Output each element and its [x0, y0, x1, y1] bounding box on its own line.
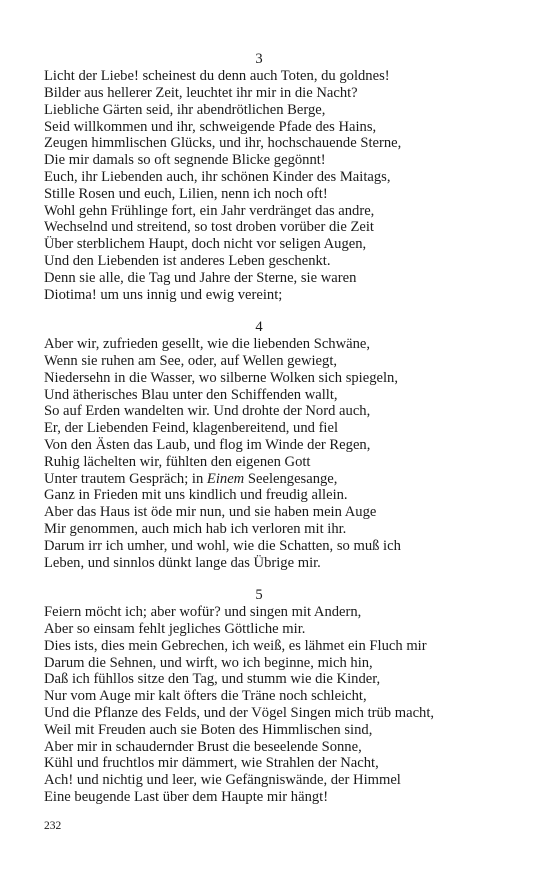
- verse-line: Feiern möcht ich; aber wofür? und singen mit Andern,: [44, 604, 362, 621]
- verse-line: Dies ists, dies mein Gebrechen, ich weiß, es lähmet ein Fluch mir: [44, 637, 427, 654]
- verse-line: Weil mit Freuden auch sie Boten des Himmlischen sind,: [44, 721, 373, 738]
- italic-word: Einem: [206, 470, 245, 487]
- verse-line: Und den Liebenden ist anderes Leben geschenkt.: [44, 253, 331, 270]
- verse-line: Die mir damals so oft segnende Blicke gegönnt!: [44, 152, 326, 169]
- stanza-number: 5: [255, 587, 263, 603]
- stanza-5: [44, 587, 514, 806]
- verse-line: Zeugen himmlischen Glücks, und ihr, hochschauende Sterne,: [44, 135, 402, 152]
- verse-line-mixed: [44, 471, 514, 488]
- verse-line: Niedersehn in die Wasser, wo silberne Wolken sich spiegeln,: [44, 369, 398, 386]
- verse-line: So auf Erden wandelten wir. Und drohte der Nord auch,: [44, 403, 371, 420]
- verse-line: Aber das Haus ist öde mir nun, und sie haben mein Auge: [44, 504, 377, 521]
- verse-line: Denn sie alle, die Tag und Jahre der Sterne, sie waren: [44, 269, 357, 286]
- verse-line: Darum die Sehnen, und wirft, wo ich beginne, mich hin,: [44, 654, 373, 671]
- stanza-number: 3: [255, 51, 263, 67]
- verse-line: Leben, und sinnlos dünkt lange das Übrige mir.: [44, 554, 321, 571]
- verse-line: Licht der Liebe! scheinest du denn auch Toten, du goldnes!: [44, 68, 390, 85]
- page-number: 232: [44, 820, 62, 832]
- verse-line: Aber so einsam fehlt jegliches Göttliche mir.: [44, 621, 306, 638]
- verse-line: Seid willkommen und ihr, schweigende Pfade des Hains,: [44, 118, 377, 135]
- verse-line: Über sterblichem Haupt, doch nicht vor seligen Augen,: [44, 236, 367, 253]
- verse-line: Liebliche Gärten seid, ihr abendrötlichen Berge,: [44, 101, 326, 118]
- stanza-number: 4: [255, 319, 263, 335]
- verse-line: Darum irr ich umher, und wohl, wie die Schatten, so muß ich: [44, 537, 401, 554]
- verse-line: Bilder aus hellerer Zeit, leuchtet ihr mir in die Nacht?: [44, 85, 358, 102]
- verse-line: Stille Rosen und euch, Lilien, nenn ich noch oft!: [44, 185, 328, 202]
- verse-line: Mir genommen, auch mich hab ich verloren mit ihr.: [44, 521, 347, 538]
- verse-line: Wenn sie ruhen am See, oder, auf Wellen gewiegt,: [44, 353, 338, 370]
- verse-line: Daß ich fühllos sitze den Tag, und stumm wie die Kinder,: [44, 671, 381, 688]
- verse-line: Kühl und fruchtlos mir dämmert, wie Strahlen der Nacht,: [44, 755, 379, 772]
- verse-line: Von den Ästen das Laub, und flog im Winde der Regen,: [44, 437, 371, 454]
- verse-line: Ganz in Frieden mit uns kindlich und freudig allein.: [44, 487, 348, 504]
- verse-text: Unter trautem Gespräch; in: [44, 470, 204, 487]
- verse-line: Diotima! um uns innig und ewig vereint;: [44, 286, 283, 303]
- verse-line: Aber wir, zufrieden gesellt, wie die liebenden Schwäne,: [44, 336, 371, 353]
- verse-line: Wechselnd und streitend, so tost droben vorüber die Zeit: [44, 219, 374, 236]
- verse-line: Ruhig lächelten wir, fühlten den eigenen Gott: [44, 453, 311, 470]
- verse-text: Seelengesange,: [244, 470, 338, 487]
- verse-line: Aber mir in schaudernder Brust die beseelende Sonne,: [44, 738, 362, 755]
- verse-line: Und ätherisches Blau unter den Schiffenden wallt,: [44, 386, 338, 403]
- verse-line: Er, der Liebenden Feind, klagenbereitend, und fiel: [44, 420, 339, 437]
- stanza-4: [44, 319, 514, 571]
- verse-line: Und die Pflanze des Felds, und der Vögel Singen mich trüb macht,: [44, 705, 435, 722]
- verse-line: Nur vom Auge mir kalt öfters die Träne noch schleicht,: [44, 688, 367, 705]
- verse-line: Eine beugende Last über dem Haupte mir hängt!: [44, 789, 329, 806]
- verse-line: Euch, ihr Liebenden auch, ihr schönen Kinder des Maitags,: [44, 169, 391, 186]
- stanza-3: [44, 51, 514, 303]
- verse-line: Ach! und nichtig und leer, wie Gefängniswände, der Himmel: [44, 772, 401, 789]
- verse-line: Wohl gehn Frühlinge fort, ein Jahr verdränget das andre,: [44, 202, 375, 219]
